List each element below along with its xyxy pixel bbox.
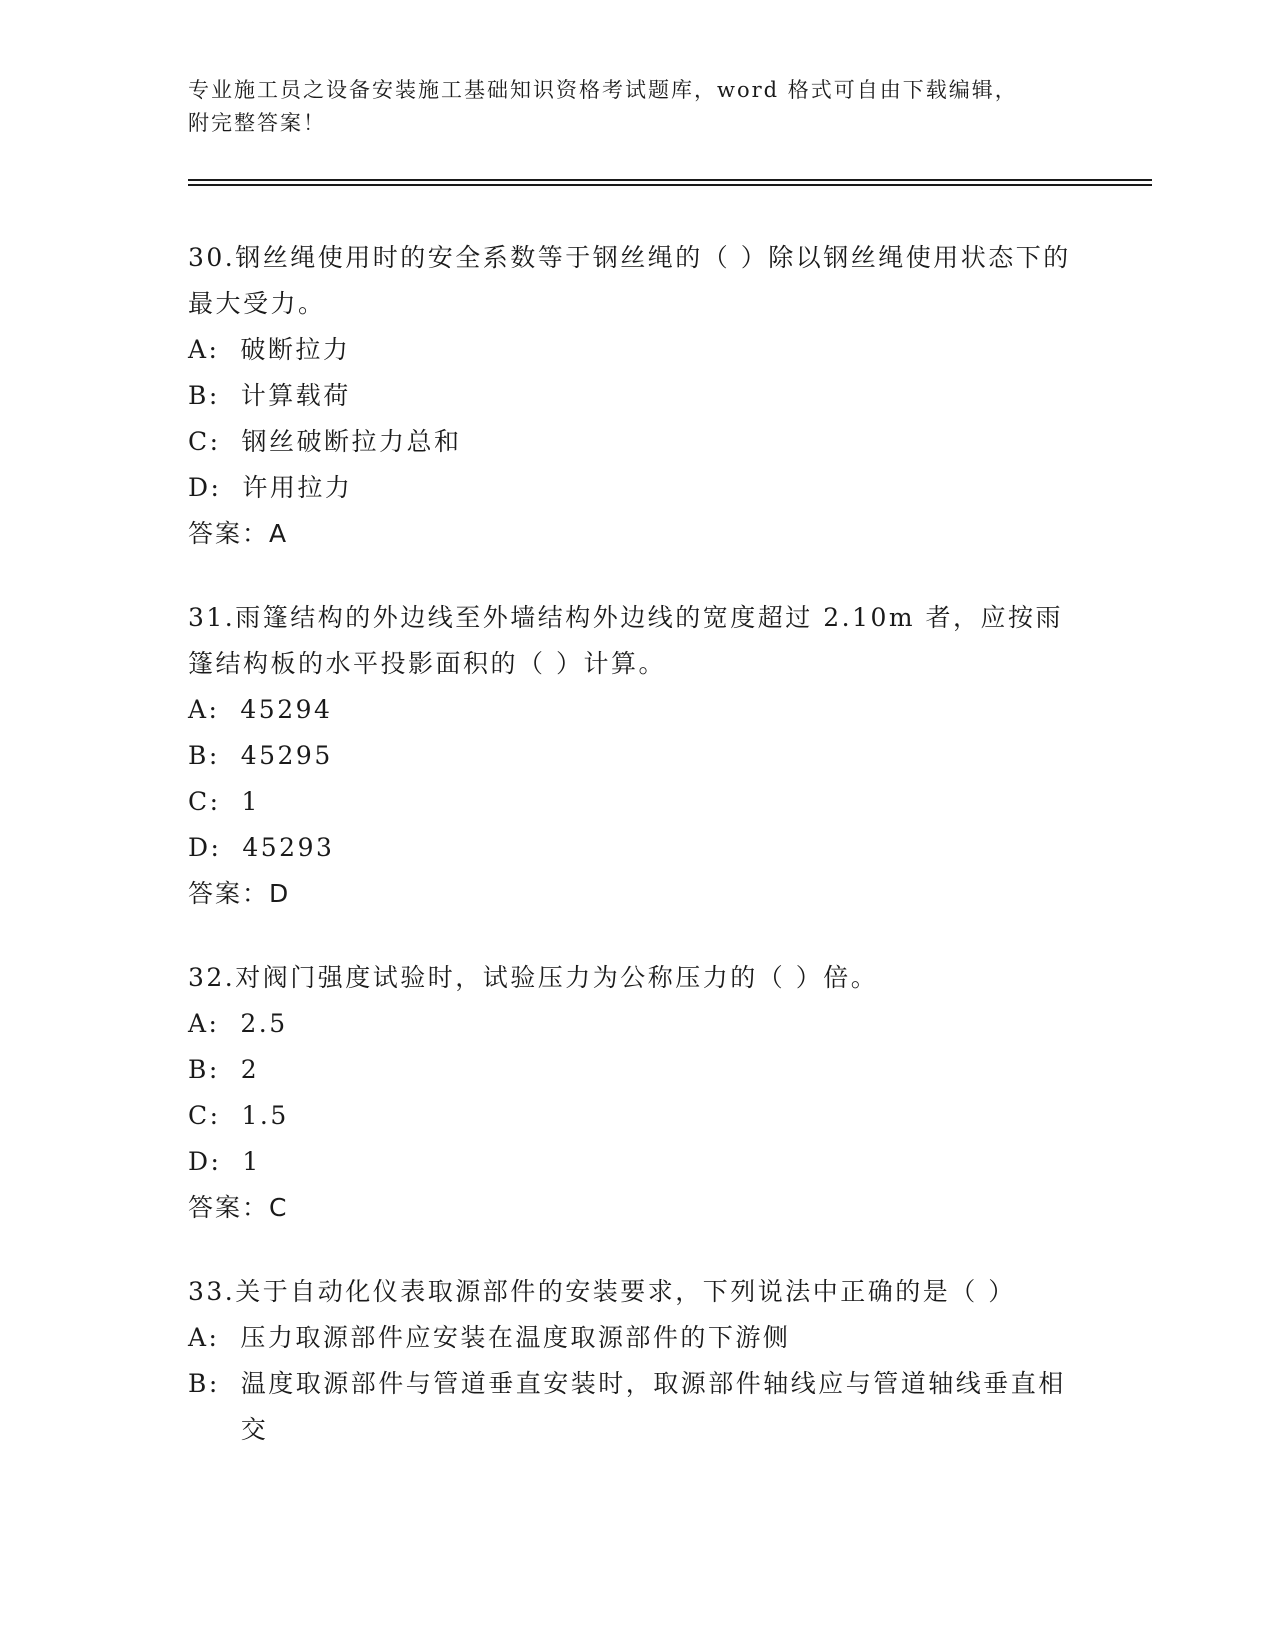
option-text: 1 bbox=[242, 1147, 261, 1176]
header-divider-bottom bbox=[188, 184, 1152, 186]
option-letter: B: bbox=[188, 1055, 220, 1084]
option-a bbox=[188, 327, 1088, 373]
question-stem bbox=[188, 1269, 1088, 1315]
header-line-1: 专业施工员之设备安装施工基础知识资格考试题库，word 格式可自由下载编辑， bbox=[188, 78, 1018, 102]
question-33 bbox=[188, 1269, 1088, 1453]
option-text: 2 bbox=[240, 1055, 260, 1084]
answer-label: 答案： bbox=[188, 879, 270, 908]
answer-value: D bbox=[269, 879, 291, 908]
header-divider-top bbox=[188, 179, 1152, 181]
question-32 bbox=[188, 955, 1088, 1231]
option-letter: B: bbox=[188, 741, 220, 770]
option-b bbox=[188, 1361, 1088, 1453]
option-b bbox=[188, 733, 1088, 779]
question-text: 关于自动化仪表取源部件的安装要求，下列说法中正确的是（ ） bbox=[235, 1277, 1016, 1306]
option-a bbox=[188, 1315, 1088, 1361]
answer-line bbox=[188, 871, 1088, 917]
option-text: 计算载荷 bbox=[240, 381, 351, 410]
option-letter: C: bbox=[188, 427, 221, 456]
option-letter: B: bbox=[188, 1369, 220, 1398]
option-b bbox=[188, 373, 1088, 419]
question-31 bbox=[188, 595, 1088, 917]
option-c bbox=[188, 419, 1088, 465]
option-d bbox=[188, 825, 1088, 871]
answer-line bbox=[188, 511, 1088, 557]
document-header bbox=[188, 74, 1068, 140]
question-list bbox=[188, 235, 1088, 1491]
answer-label: 答案： bbox=[188, 519, 270, 548]
option-text: 钢丝破断拉力总和 bbox=[241, 427, 462, 456]
option-letter: D: bbox=[188, 1147, 222, 1176]
option-letter: A: bbox=[188, 1323, 220, 1352]
option-text: 45294 bbox=[240, 695, 333, 724]
option-text: 45295 bbox=[240, 741, 333, 770]
option-letter: C: bbox=[188, 1101, 221, 1130]
option-c bbox=[188, 1093, 1088, 1139]
question-stem bbox=[188, 235, 1088, 327]
question-stem bbox=[188, 955, 1088, 1001]
option-letter: C: bbox=[188, 787, 221, 816]
answer-value: C bbox=[269, 1193, 289, 1222]
option-d bbox=[188, 465, 1088, 511]
question-number: 33. bbox=[188, 1277, 236, 1306]
option-text: 破断拉力 bbox=[240, 335, 351, 364]
option-text: 许用拉力 bbox=[242, 473, 353, 502]
option-text: 45293 bbox=[242, 833, 335, 862]
question-text: 钢丝绳使用时的安全系数等于钢丝绳的（ ）除以钢丝绳使用状态下的最大受力。 bbox=[188, 243, 1071, 318]
question-30 bbox=[188, 235, 1088, 557]
option-letter: A: bbox=[188, 1009, 220, 1038]
question-stem bbox=[188, 595, 1088, 687]
option-text: 1.5 bbox=[241, 1101, 289, 1130]
option-letter: B: bbox=[188, 381, 220, 410]
option-text: 2.5 bbox=[240, 1009, 288, 1038]
question-number: 31. bbox=[188, 603, 236, 632]
option-text: 温度取源部件与管道垂直安装时，取源部件轴线应与管道轴线垂直相交 bbox=[240, 1369, 1066, 1444]
header-line-2: 附完整答案！ bbox=[188, 111, 326, 135]
option-text: 1 bbox=[241, 787, 260, 816]
question-number: 32. bbox=[188, 963, 236, 992]
option-c bbox=[188, 779, 1088, 825]
option-b bbox=[188, 1047, 1088, 1093]
option-a bbox=[188, 1001, 1088, 1047]
option-letter: A: bbox=[188, 695, 220, 724]
question-number: 30. bbox=[188, 243, 236, 272]
option-letter: D: bbox=[188, 833, 222, 862]
question-text: 雨篷结构的外边线至外墙结构外边线的宽度超过 2.10m 者，应按雨篷结构板的水平投影面积的（ ）计算。 bbox=[188, 603, 1064, 678]
option-a bbox=[188, 687, 1088, 733]
answer-line bbox=[188, 1185, 1088, 1231]
option-text: 压力取源部件应安装在温度取源部件的下游侧 bbox=[240, 1323, 791, 1352]
option-d bbox=[188, 1139, 1088, 1185]
option-letter: A: bbox=[188, 335, 220, 364]
question-text: 对阀门强度试验时，试验压力为公称压力的（ ）倍。 bbox=[235, 963, 879, 992]
answer-label: 答案： bbox=[188, 1193, 270, 1222]
option-letter: D: bbox=[188, 473, 222, 502]
answer-value: A bbox=[269, 519, 289, 548]
